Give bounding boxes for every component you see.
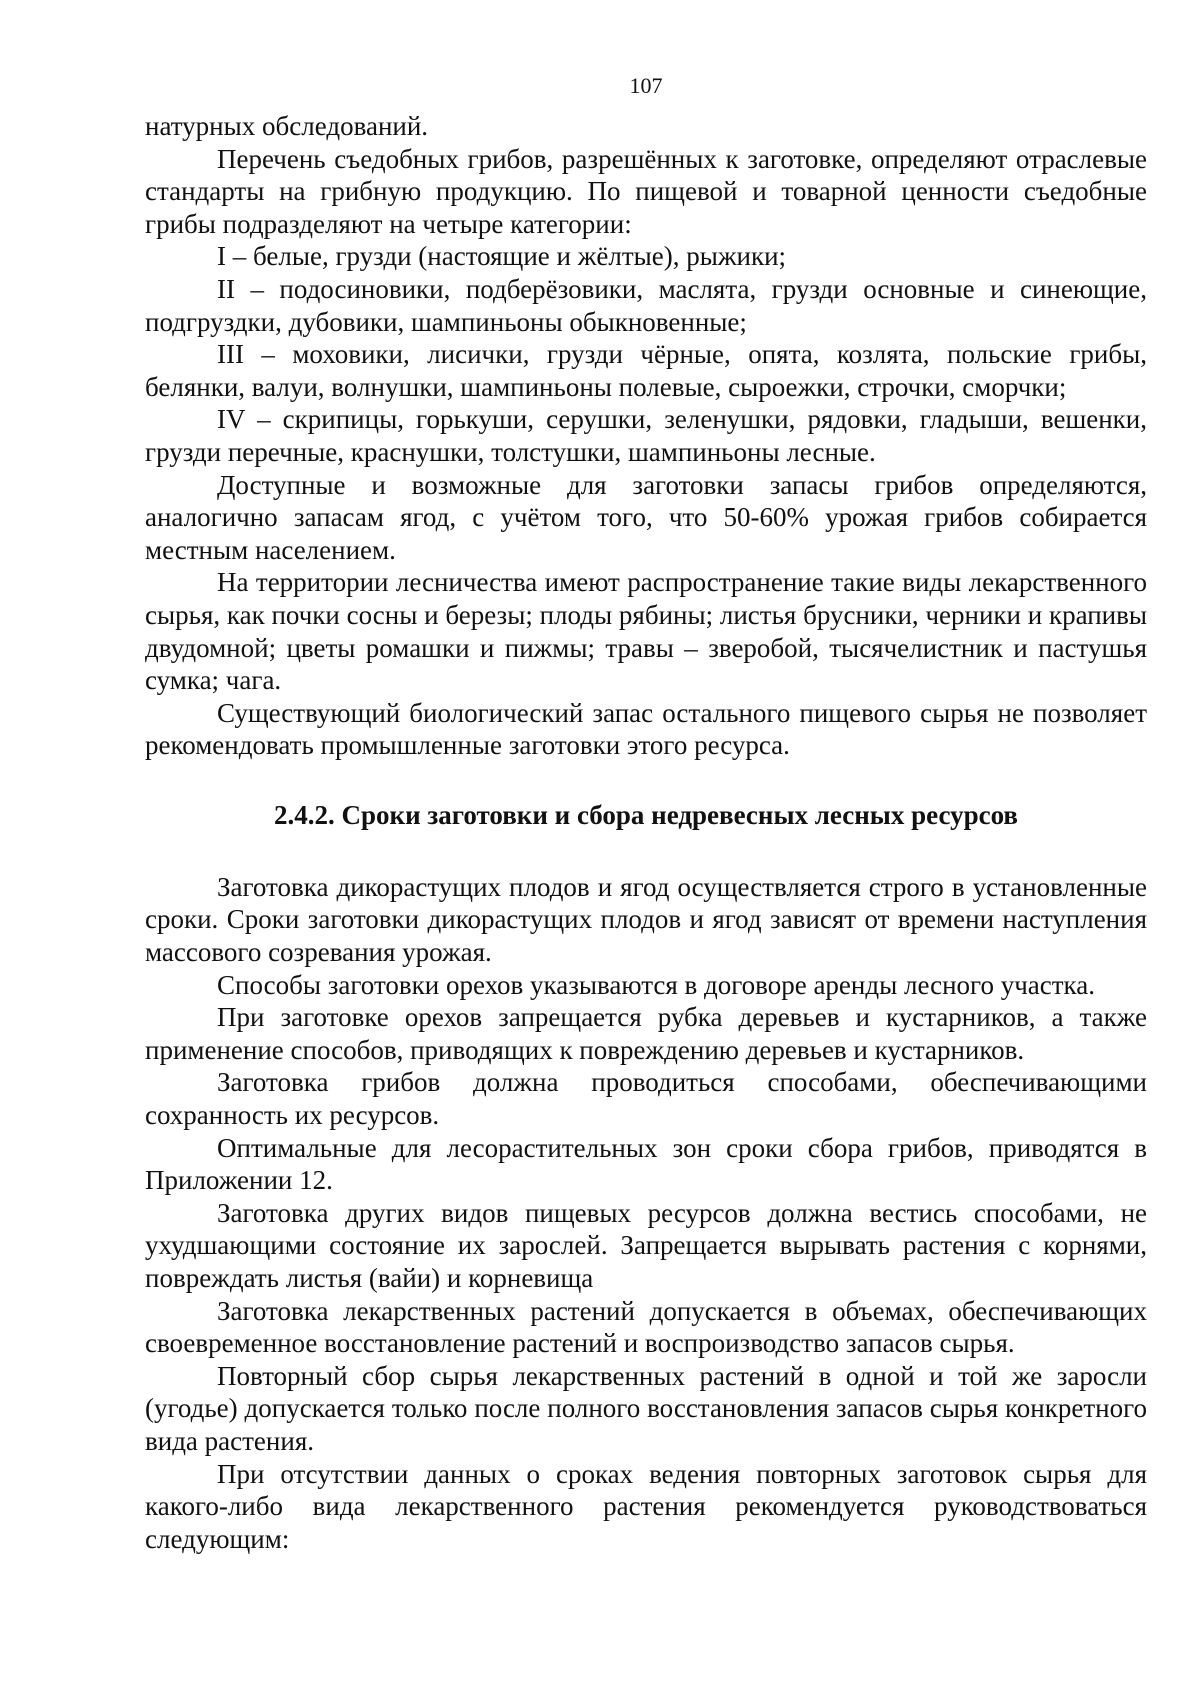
page-number: 107 xyxy=(629,73,663,98)
paragraph: III – моховики, лисички, грузди чёрные, опята, козлята, польские грибы, белянки, валуи, волнушки, шампиньоны полевые, сыроежки, строчки, сморчки; xyxy=(145,339,1147,402)
paragraph: Заготовка лекарственных растений допускается в объемах, обеспечивающих своевременное восстановление растений и воспроизводство запасов сырья. xyxy=(145,1295,1147,1359)
paragraph: II – подосиновики, подберёзовики, маслята, грузди основные и синеющие, подгруздки, дубовики, шампиньоны обыкновенные; xyxy=(145,273,1147,337)
paragraph: Заготовка грибов должна проводиться способами, обеспечивающими сохранность их ресурсов. xyxy=(145,1067,1147,1131)
paragraph: Оптимальные для лесорастительных зон сроки сбора грибов, приводятся в Приложении 12. xyxy=(145,1132,1147,1196)
paragraph: Способы заготовки орехов указываются в договоре аренды лесного участка. xyxy=(217,969,1096,1000)
paragraph: Перечень съедобных грибов, разрешённых к заготовке, определяют отраслевые стандарты на грибную продукцию. По пищевой и товарной ценности съедобные грибы подразделяют на четыре категории: xyxy=(145,143,1147,239)
paragraph: При заготовке орехов запрещается рубка деревьев и кустарников, а также применение способов, приводящих к повреждению деревьев и кустарников. xyxy=(145,1002,1147,1065)
paragraph: Доступные и возможные для заготовки запасы грибов определяются, аналогично запасам ягод, с учётом того, что 50-60% урожая грибов собирается местным населением. xyxy=(145,469,1147,565)
paragraph: натурных обследований. xyxy=(145,111,429,141)
paragraph: На территории лесничества имеют распространение такие виды лекарственного сырья, как почки сосны и березы; плоды рябины; листья брусники, черники и крапивы двудомной; цветы ромашки и пижмы; травы – зверобой, тысячелистник и пастушья сумка; чага. xyxy=(145,567,1147,696)
paragraph: Существующий биологический запас остального пищевого сырья не позволяет рекомендовать промышленные заготовки этого ресурса. xyxy=(145,697,1147,761)
section-heading: 2.4.2. Сроки заготовки и сбора недревесных лесных ресурсов xyxy=(274,799,1018,830)
paragraph: Заготовка дикорастущих плодов и ягод осуществляется строго в установленные сроки. Сроки заготовки дикорастущих плодов и ягод зависят от времени наступления массового созревания урожая. xyxy=(145,871,1147,968)
paragraph: При отсутствии данных о сроках ведения повторных заготовок сырья для какого-либо вида лекарственного растения рекомендуется руководствоваться следующим: xyxy=(145,1458,1147,1554)
paragraph: Заготовка других видов пищевых ресурсов должна вестись способами, не ухудшающими состояние их зарослей. Запрещается вырывать растения с корнями, повреждать листья (вайи) и корневища xyxy=(145,1197,1147,1293)
paragraph: Повторный сбор сырья лекарственных растений в одной и той же заросли (угодье) допускается только после полного восстановления запасов сырья конкретного вида растения. xyxy=(145,1360,1147,1456)
paragraph: IV – скрипицы, горькуши, серушки, зеленушки, рядовки, гладыши, вешенки, грузди перечные, краснушки, толстушки, шампиньоны лесные. xyxy=(145,404,1147,467)
paragraph: I – белые, грузди (настоящие и жёлтые), рыжики; xyxy=(217,241,787,272)
